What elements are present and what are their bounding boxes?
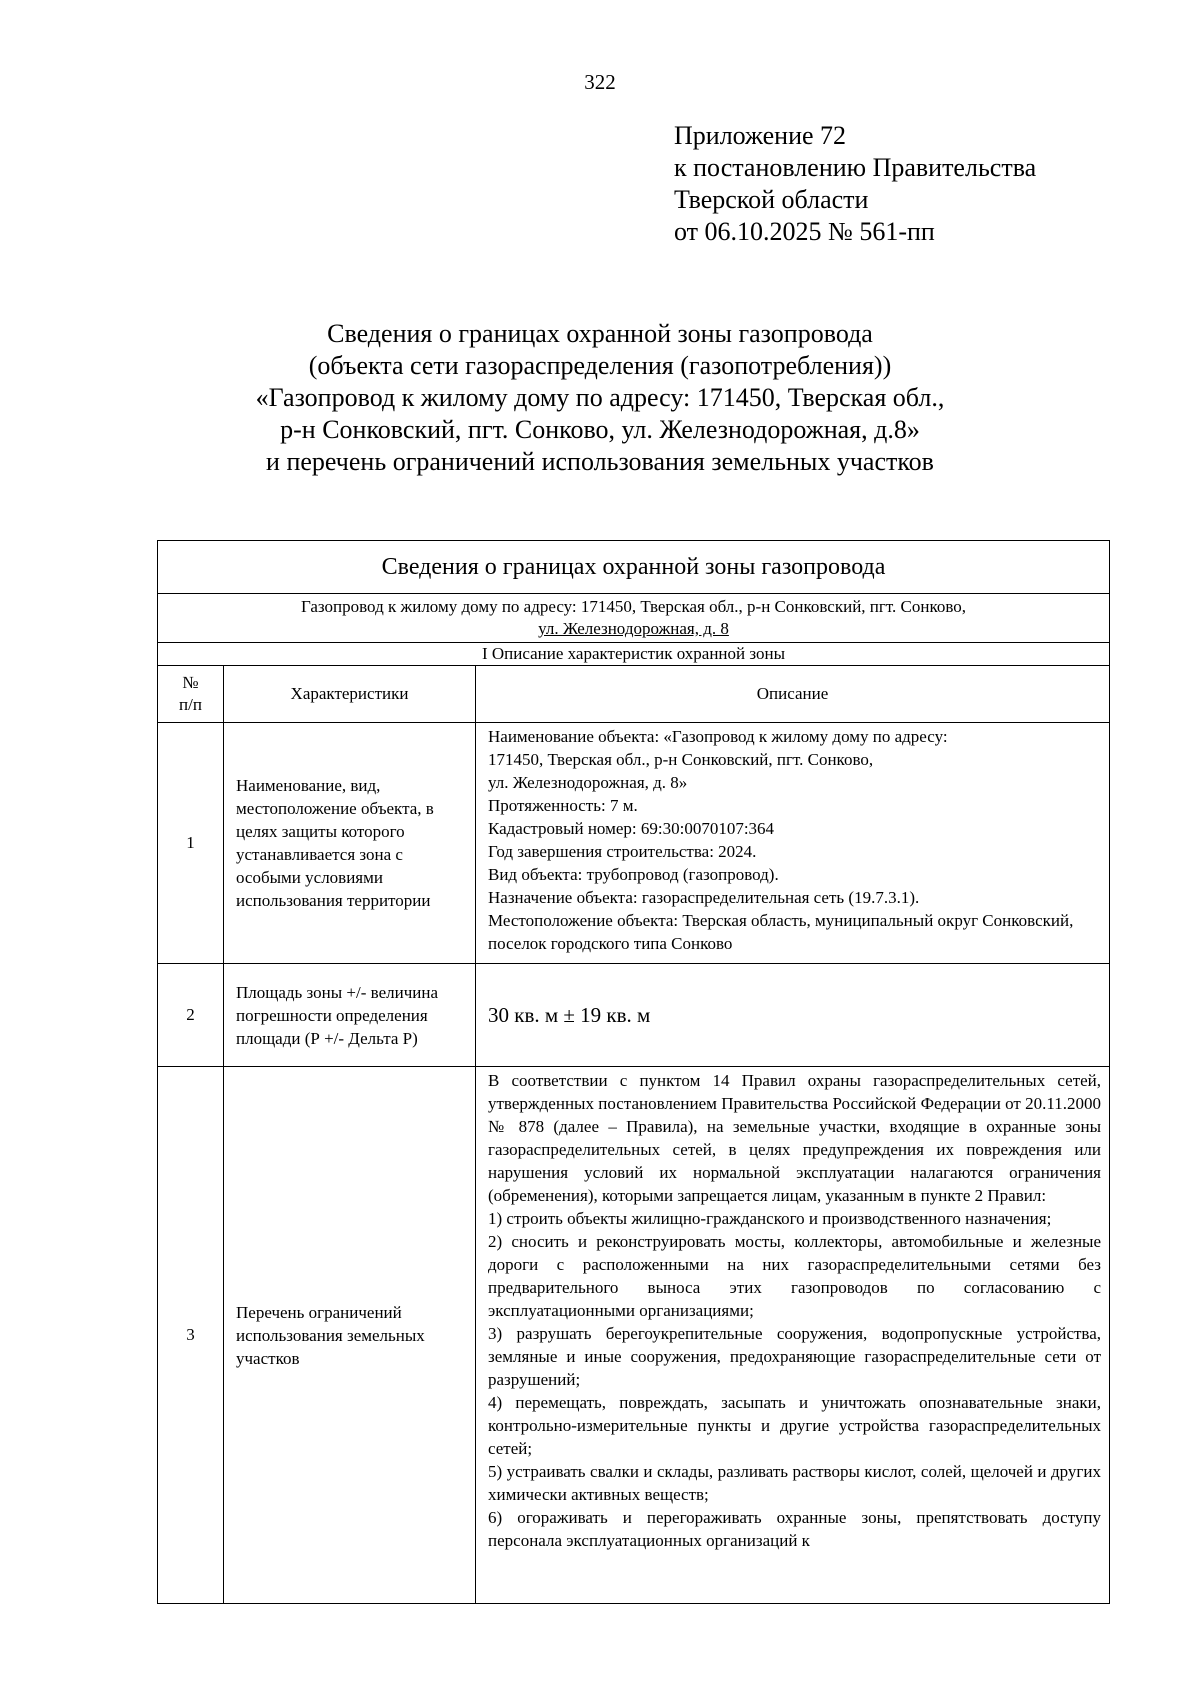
desc-line: Назначение объекта: газораспределительная сеть (19.7.3.1). [488, 888, 920, 907]
desc-paragraph: В соответствии с пунктом 14 Правил охраны газораспределительных сетей, утвержденных постановлением Правительства Российской Федерации от 20.11.2000 № 878 (далее – Правила), на земельные участки, входящие в охранные зоны газораспределительных сетей, в целях предупреждения их повреждения или нарушения условий их нормальной эксплуатации налагаются ограничения (обременения), которыми запрещается лицам, указанным в пункте 2 Правил: [488, 1071, 1102, 1205]
desc-line: 171450, Тверская обл., р-н Сонковский, пгт. Сонково, [488, 750, 874, 769]
row-description [476, 1067, 1110, 1604]
desc-line: Местоположение объекта: Тверская область, муниципальный округ Сонковский, поселок городского типа Сонково [488, 911, 1074, 953]
row-description [476, 723, 1110, 964]
desc-paragraph: 3) разрушать берегоукрепительные сооружения, водопропускные устройства, земляные и иные сооружения, предохраняющие газораспределительные сети от разрушений; [488, 1324, 1102, 1389]
table-object-name [158, 594, 1110, 643]
desc-paragraph: 2) сносить и реконструировать мосты, коллекторы, автомобильные и железные дороги с расположенными на них газораспределительными сетями без предварительного выноса этих газопроводов по согласованию с эксплуатационными организациями; [488, 1232, 1102, 1320]
desc-line: Кадастровый номер: 69:30:0070107:364 [488, 819, 775, 838]
desc-line: Год завершения строительства: 2024. [488, 842, 757, 861]
desc-line: Вид объекта: трубопровод (газопровод). [488, 865, 779, 884]
row-description: 30 кв. м ± 19 кв. м [476, 964, 1110, 1067]
page-number: 322 [584, 70, 616, 94]
object-line-underlined: ул. Железнодорожная, д. 8 [538, 619, 729, 638]
desc-paragraph: 6) огораживать и перегораживать охранные зоны, препятствовать доступу персонала эксплуатационных организаций к [488, 1508, 1102, 1550]
row-number: 2 [158, 964, 224, 1067]
table-row [158, 1067, 1110, 1604]
table-row [158, 723, 1110, 964]
heading-line: и перечень ограничений использования земельных участков [266, 447, 934, 476]
appendix-line: Тверской области [674, 185, 869, 214]
desc-paragraph: 5) устраивать свалки и склады, разливать растворы кислот, солей, щелочей и других химически активных веществ; [488, 1462, 1102, 1504]
appendix-line: Приложение 72 [674, 121, 847, 150]
appendix-line: к постановлению Правительства [674, 153, 1037, 182]
appendix-line: от 06.10.2025 № 561-пп [674, 217, 935, 246]
desc-line: Протяженность: 7 м. [488, 796, 638, 815]
row-number: 1 [158, 723, 224, 964]
appendix-block [674, 120, 1036, 248]
row-characteristic: Площадь зоны +/- величина погрешности определения площади (Р +/- Дельта Р) [224, 964, 476, 1067]
desc-line: ул. Железнодорожная, д. 8» [488, 773, 688, 792]
header-characteristics: Характеристики [224, 666, 476, 723]
row-characteristic: Наименование, вид, местоположение объекта, в целях защиты которого устанавливается зона с особыми условиями использования территории [224, 723, 476, 964]
desc-line: Наименование объекта: «Газопровод к жилому дому по адресу: [488, 727, 948, 746]
header-description: Описание [476, 666, 1110, 723]
table-header-row [158, 666, 1110, 723]
heading-line: Сведения о границах охранной зоны газопровода [327, 319, 873, 348]
table-row [158, 964, 1110, 1067]
desc-paragraph: 1) строить объекты жилищно-гражданского и производственного назначения; [488, 1209, 1052, 1228]
desc-paragraph: 4) перемещать, повреждать, засыпать и уничтожать опознавательные знаки, контрольно-измерительные пункты и другие устройства газораспределительных сетей; [488, 1393, 1102, 1458]
header-num: № п/п [158, 666, 224, 723]
heading-line: (объекта сети газораспределения (газопотребления)) [308, 351, 892, 380]
table-title: Сведения о границах охранной зоны газопровода [158, 541, 1110, 594]
row-number: 3 [158, 1067, 224, 1604]
row-characteristic: Перечень ограничений использования земельных участков [224, 1067, 476, 1604]
section-title: I Описание характеристик охранной зоны [158, 643, 1110, 666]
zone-table [157, 540, 1110, 1604]
object-line: Газопровод к жилому дому по адресу: 171450, Тверская обл., р-н Сонковский, пгт. Сонково, [300, 597, 967, 616]
heading-line: «Газопровод к жилому дому по адресу: 171450, Тверская обл., [255, 383, 945, 412]
document-heading [150, 318, 1050, 478]
heading-line: р-н Сонковский, пгт. Сонково, ул. Железнодорожная, д.8» [280, 415, 920, 444]
